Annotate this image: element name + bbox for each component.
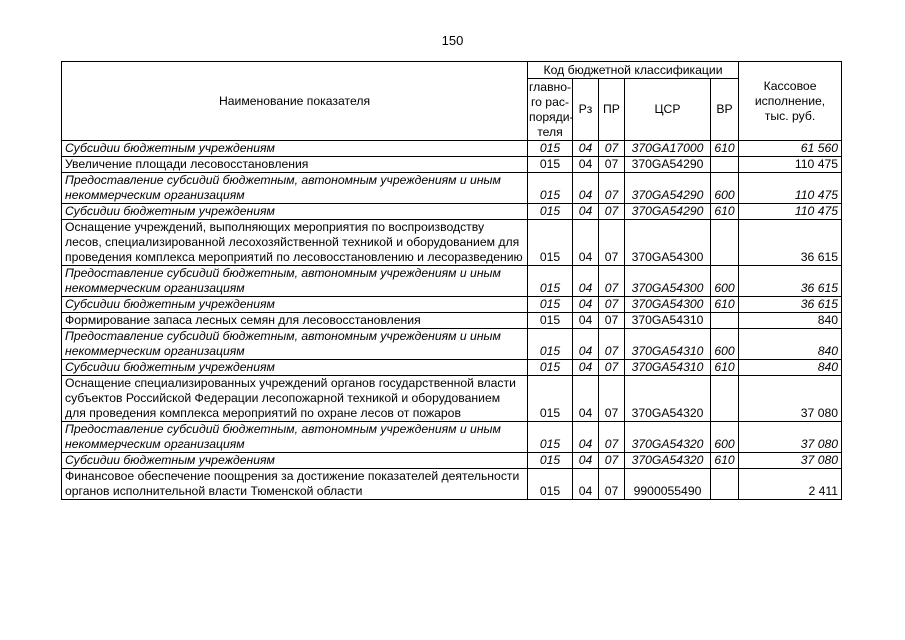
cell-amount: 61 560 (739, 141, 842, 157)
table-body (62, 141, 842, 500)
cell-pr: 07 (599, 297, 625, 313)
cell-pr: 07 (599, 220, 625, 266)
cell-pr: 07 (599, 453, 625, 469)
cell-rz: 04 (573, 204, 599, 220)
cell-glav: 015 (528, 266, 573, 297)
header-csr: ЦСР (625, 79, 711, 141)
cell-rz: 04 (573, 360, 599, 376)
cell-pr: 07 (599, 157, 625, 173)
page-number: 150 (441, 33, 464, 48)
cell-amount: 840 (739, 360, 842, 376)
cell-rz: 04 (573, 266, 599, 297)
cell-vr: 610 (711, 360, 739, 376)
cell-rz: 04 (573, 220, 599, 266)
table-row (62, 422, 842, 453)
cell-amount: 37 080 (739, 422, 842, 453)
table-row (62, 220, 842, 266)
cell-name: Увеличение площади лесовосстановления (62, 157, 528, 173)
table-row (62, 141, 842, 157)
cell-glav: 015 (528, 220, 573, 266)
cell-csr: 370GA54290 (625, 204, 711, 220)
table-row (62, 360, 842, 376)
cell-vr: 600 (711, 329, 739, 360)
cell-glav: 015 (528, 141, 573, 157)
cell-pr: 07 (599, 204, 625, 220)
cell-vr: 600 (711, 266, 739, 297)
cell-amount: 36 615 (739, 297, 842, 313)
cell-rz: 04 (573, 469, 599, 500)
cell-csr: 370GA54310 (625, 313, 711, 329)
cell-csr: 370GA17000 (625, 141, 711, 157)
cell-vr (711, 313, 739, 329)
cell-rz: 04 (573, 141, 599, 157)
table-row (62, 297, 842, 313)
cell-rz: 04 (573, 157, 599, 173)
cell-vr: 600 (711, 422, 739, 453)
cell-glav: 015 (528, 173, 573, 204)
cell-glav: 015 (528, 360, 573, 376)
cell-vr (711, 220, 739, 266)
cell-glav: 015 (528, 469, 573, 500)
cell-vr: 610 (711, 453, 739, 469)
cell-amount: 110 475 (739, 204, 842, 220)
cell-name: Субсидии бюджетным учреждениям (62, 297, 528, 313)
cell-rz: 04 (573, 376, 599, 422)
cell-pr: 07 (599, 313, 625, 329)
cell-glav: 015 (528, 329, 573, 360)
cell-amount: 37 080 (739, 453, 842, 469)
cell-pr: 07 (599, 141, 625, 157)
cell-rz: 04 (573, 173, 599, 204)
cell-csr: 370GA54300 (625, 266, 711, 297)
cell-vr: 610 (711, 141, 739, 157)
cell-glav: 015 (528, 313, 573, 329)
cell-amount: 840 (739, 329, 842, 360)
cell-pr: 07 (599, 469, 625, 500)
cell-name: Субсидии бюджетным учреждениям (62, 453, 528, 469)
table-row (62, 157, 842, 173)
header-amount: Кассовое исполнение, тыс. руб. (739, 62, 842, 141)
cell-amount: 36 615 (739, 266, 842, 297)
cell-csr: 370GA54290 (625, 157, 711, 173)
cell-vr: 610 (711, 204, 739, 220)
table-row (62, 204, 842, 220)
table-row (62, 313, 842, 329)
cell-name: Оснащение специализированных учреждений органов государственной власти субъектов Российской Федерации лесопожарной техникой и оборудованием для проведения комплекса мероприятий по охране лесов от пожаров (62, 376, 528, 422)
cell-csr: 370GA54290 (625, 173, 711, 204)
cell-glav: 015 (528, 204, 573, 220)
cell-csr: 370GA54300 (625, 220, 711, 266)
cell-name: Предоставление субсидий бюджетным, автономным учреждениям и иным некоммерческим организациям (62, 329, 528, 360)
cell-amount: 36 615 (739, 220, 842, 266)
cell-name: Оснащение учреждений, выполняющих мероприятия по воспроизводству лесов, специализированной лесохозяйственной техникой и оборудованием для проведения комплекса мероприятий по лесовосстановлению и лесоразведению (62, 220, 528, 266)
table-row (62, 469, 842, 500)
table-row (62, 266, 842, 297)
cell-name: Субсидии бюджетным учреждениям (62, 360, 528, 376)
cell-name: Субсидии бюджетным учреждениям (62, 141, 528, 157)
cell-csr: 370GA54320 (625, 376, 711, 422)
cell-glav: 015 (528, 297, 573, 313)
header-glav: главно-го рас-поряди-теля (529, 79, 574, 139)
table-row (62, 453, 842, 469)
cell-vr (711, 469, 739, 500)
cell-glav: 015 (528, 422, 573, 453)
cell-pr: 07 (599, 376, 625, 422)
cell-amount: 840 (739, 313, 842, 329)
table-row (62, 376, 842, 422)
cell-csr: 370GA54310 (625, 329, 711, 360)
cell-rz: 04 (573, 422, 599, 453)
header-vr: ВР (711, 79, 739, 141)
cell-name: Формирование запаса лесных семян для лесовосстановления (62, 313, 528, 329)
cell-csr: 370GA54320 (625, 453, 711, 469)
cell-vr (711, 157, 739, 173)
cell-rz: 04 (573, 297, 599, 313)
cell-csr: 370GA54300 (625, 297, 711, 313)
cell-name: Финансовое обеспечение поощрения за достижение показателей деятельности органов исполнительной власти Тюменской области (62, 469, 528, 500)
cell-csr: 370GA54320 (625, 422, 711, 453)
cell-rz: 04 (573, 453, 599, 469)
cell-glav: 015 (528, 453, 573, 469)
cell-amount: 37 080 (739, 376, 842, 422)
header-code-group: Код бюджетной классификации (528, 62, 739, 79)
table-row (62, 329, 842, 360)
cell-glav: 015 (528, 376, 573, 422)
budget-table (61, 61, 842, 500)
cell-vr (711, 376, 739, 422)
cell-glav: 015 (528, 157, 573, 173)
table-row (62, 173, 842, 204)
cell-name: Предоставление субсидий бюджетным, автономным учреждениям и иным некоммерческим организациям (62, 422, 528, 453)
header-rz: Рз (573, 79, 599, 141)
cell-vr: 610 (711, 297, 739, 313)
header-pr: ПР (599, 79, 625, 141)
cell-rz: 04 (573, 329, 599, 360)
cell-amount: 2 411 (739, 469, 842, 500)
cell-name: Субсидии бюджетным учреждениям (62, 204, 528, 220)
cell-rz: 04 (573, 313, 599, 329)
cell-name: Предоставление субсидий бюджетным, автономным учреждениям и иным некоммерческим организациям (62, 266, 528, 297)
header-name: Наименование показателя (62, 62, 528, 141)
cell-csr: 9900055490 (625, 469, 711, 500)
cell-pr: 07 (599, 329, 625, 360)
cell-csr: 370GA54310 (625, 360, 711, 376)
cell-amount: 110 475 (739, 157, 842, 173)
cell-amount: 110 475 (739, 173, 842, 204)
cell-pr: 07 (599, 422, 625, 453)
cell-pr: 07 (599, 266, 625, 297)
cell-pr: 07 (599, 360, 625, 376)
cell-pr: 07 (599, 173, 625, 204)
cell-name: Предоставление субсидий бюджетным, автономным учреждениям и иным некоммерческим организациям (62, 173, 528, 204)
cell-vr: 600 (711, 173, 739, 204)
